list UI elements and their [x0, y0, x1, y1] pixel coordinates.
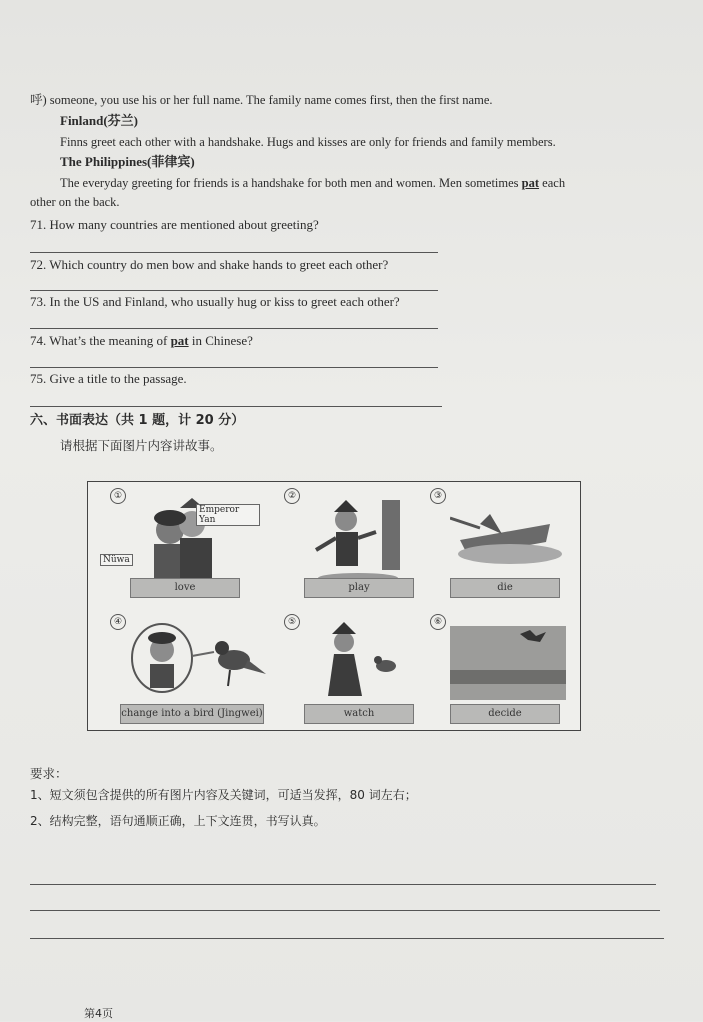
panel-caption: love: [130, 578, 240, 598]
philippines-text: [60, 175, 565, 191]
requirement-2: 2、结构完整，语句通顺正确，上下文连贯，书写认真。: [30, 814, 326, 828]
panel-caption: play: [304, 578, 414, 598]
question-74-text-b: in Chinese?: [188, 333, 253, 348]
answer-line-73[interactable]: [30, 328, 438, 329]
panel-caption: watch: [304, 704, 414, 724]
panel-2: [284, 488, 434, 598]
philippines-text-a: The everyday greeting for friends is a handshake for both men and women. Men sometimes: [60, 176, 519, 190]
panel-6: [430, 614, 580, 724]
emperor-watching-illustration: [304, 620, 414, 706]
question-71: 71. How many countries are mentioned about greeting?: [30, 217, 319, 232]
boat-illustration: [450, 494, 570, 584]
page-footer: 第4页: [84, 1007, 113, 1020]
answer-line-74[interactable]: [30, 367, 438, 368]
panel-number: ⑥: [430, 614, 446, 630]
panel-number: ⑤: [284, 614, 300, 630]
panel-number: ②: [284, 488, 300, 504]
girl-playing-illustration: [304, 494, 414, 584]
question-74-pat: pat: [170, 333, 189, 348]
answer-line-71[interactable]: [30, 252, 438, 253]
requirement-1: 1、短文须包含提供的所有图片内容及关键词，可适当发挥，80 词左右；: [30, 788, 417, 802]
finland-heading: Finland(芬兰): [60, 113, 139, 128]
panel-3: [430, 488, 580, 598]
writing-line-2[interactable]: [30, 910, 660, 911]
panel-number: ④: [110, 614, 126, 630]
question-74: [30, 333, 253, 349]
girl-and-bird-illustration: [130, 620, 270, 706]
answer-line-72[interactable]: [30, 290, 438, 291]
answer-line-75[interactable]: [30, 406, 442, 407]
philippines-text-c: other on the back.: [30, 195, 120, 209]
bird-over-sea-illustration: [450, 620, 570, 706]
panel-caption: decide: [450, 704, 560, 724]
passage-line-1: 呼) someone, you use his or her full name. The family name comes first, then the first name.: [30, 93, 493, 107]
panel-number: ③: [430, 488, 446, 504]
label-emperor-yan: Emperor Yan: [196, 504, 260, 526]
panel-caption: change into a bird (Jingwei): [120, 704, 264, 724]
panel-number: ①: [110, 488, 126, 504]
writing-line-3[interactable]: [30, 938, 664, 939]
writing-line-1[interactable]: [30, 884, 656, 885]
label-nuwa: Nüwa: [100, 554, 133, 566]
pat-word: pat: [521, 176, 540, 190]
question-75: 75. Give a title to the passage.: [30, 371, 187, 386]
question-72: 72. Which country do men bow and shake hands to greet each other?: [30, 257, 389, 272]
finland-text: Finns greet each other with a handshake. Hugs and kisses are only for friends and family members.: [60, 135, 556, 149]
requirements-title: 要求：: [30, 766, 68, 781]
picture-story-panels: [87, 481, 581, 731]
question-73: 73. In the US and Finland, who usually hug or kiss to greet each other?: [30, 294, 400, 309]
panel-4: [110, 614, 270, 724]
section6-instruction: 请根据下面图片内容讲故事。: [60, 438, 223, 453]
panel-1: [103, 488, 260, 598]
section6-heading: 六、书面表达（共 1 题，计 20 分）: [30, 413, 245, 428]
panel-5: [284, 614, 434, 724]
panel-caption: die: [450, 578, 560, 598]
philippines-heading: The Philippines(菲律宾): [60, 154, 195, 169]
philippines-text-b: each: [542, 176, 566, 190]
question-74-text-a: 74. What’s the meaning of: [30, 333, 171, 348]
